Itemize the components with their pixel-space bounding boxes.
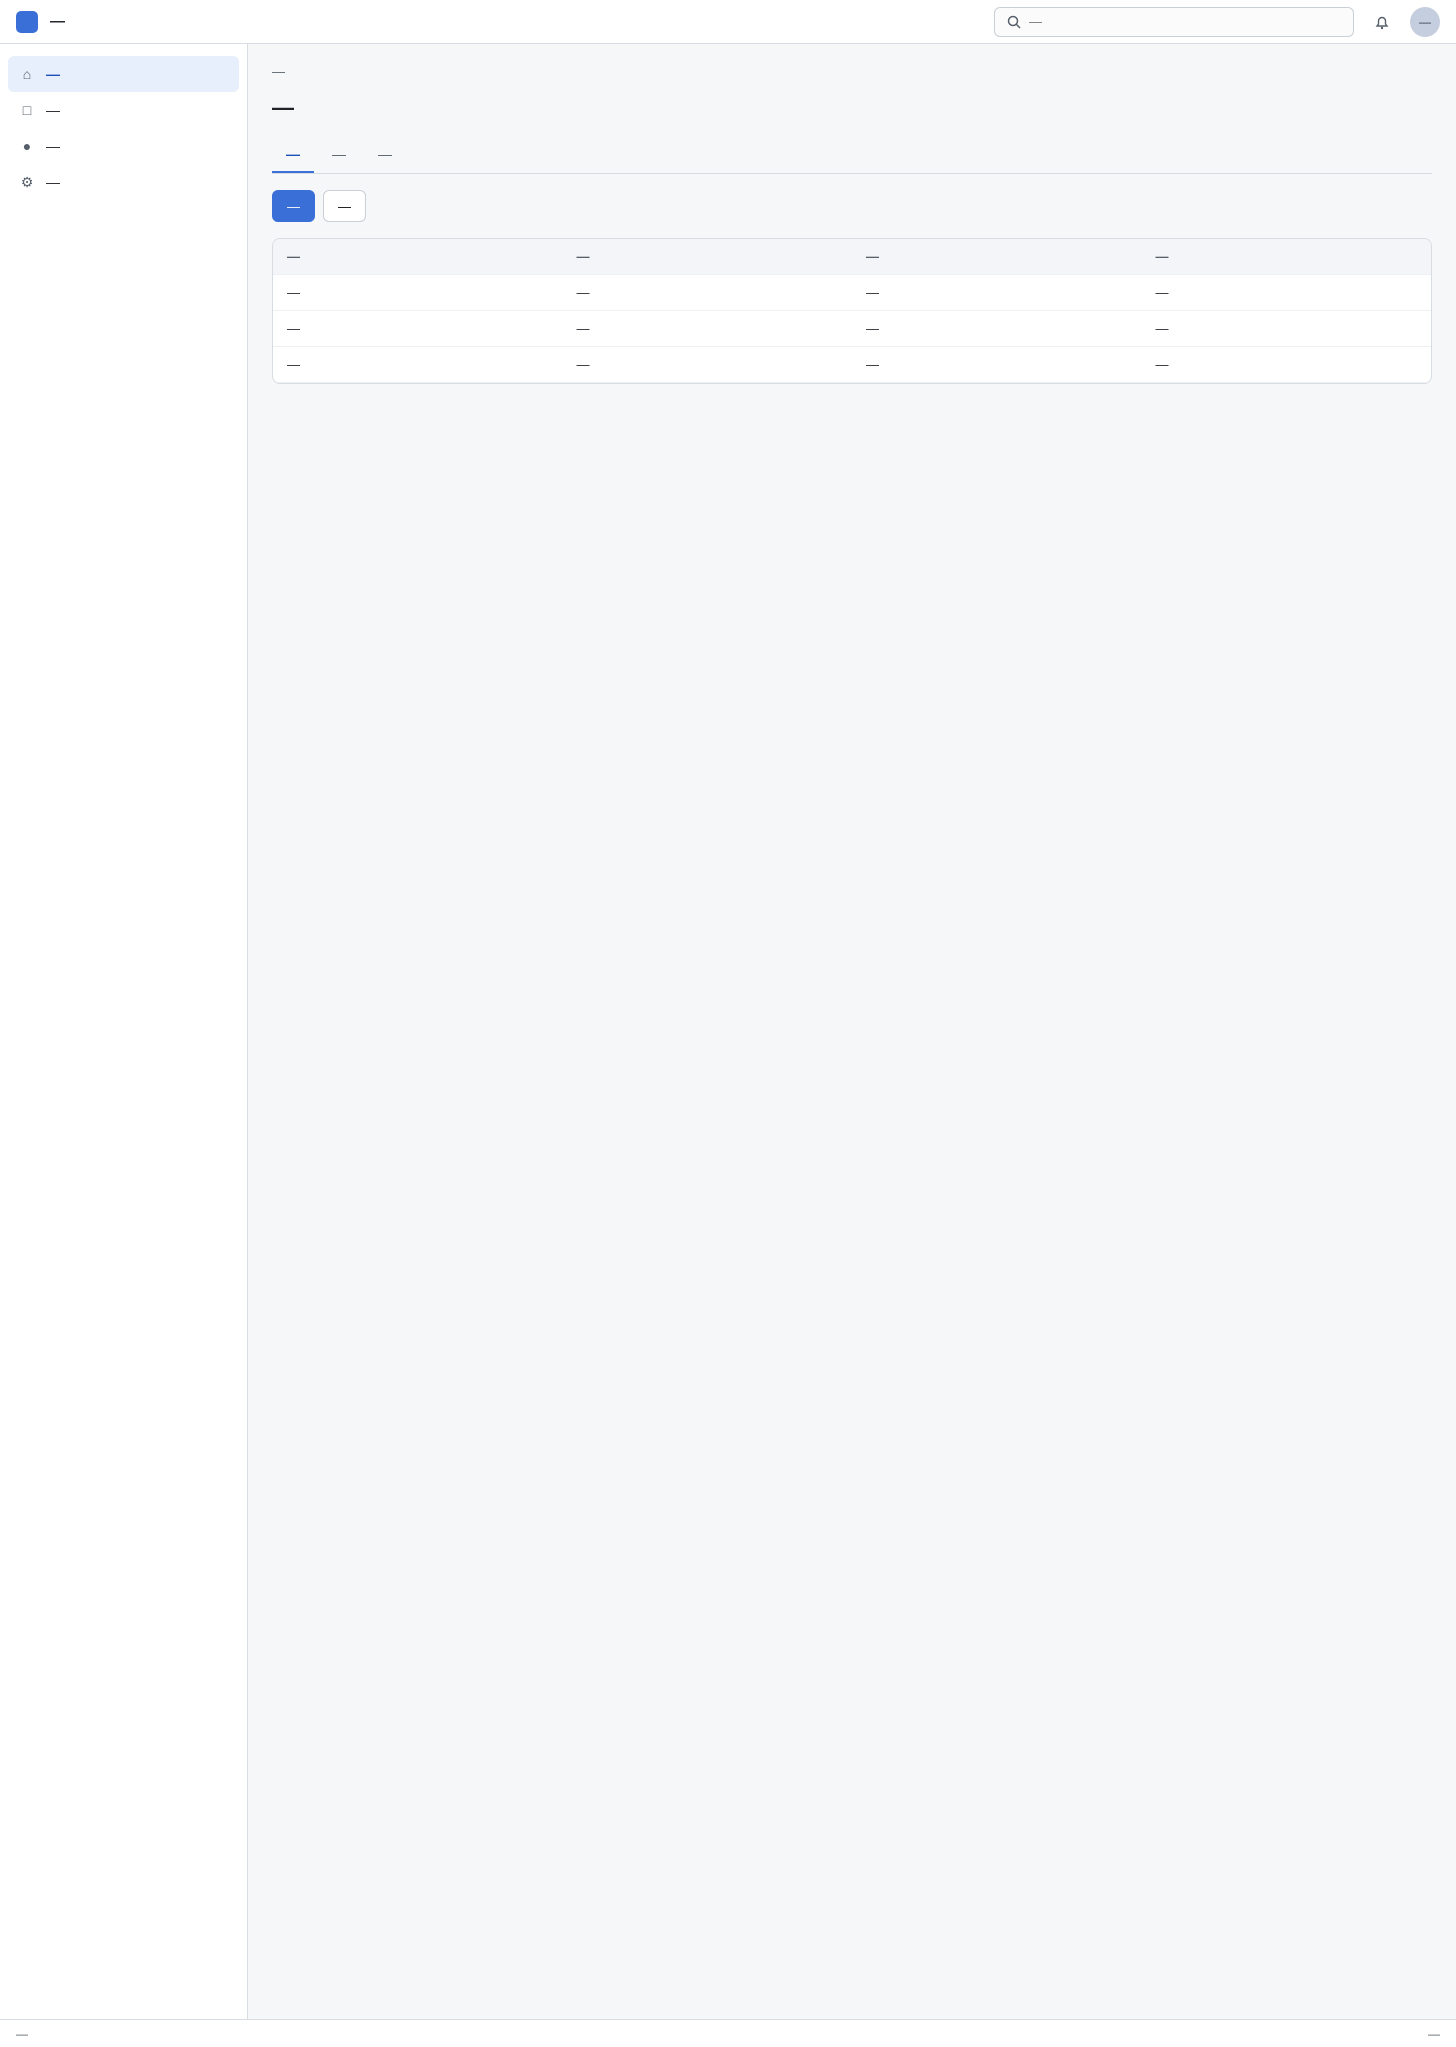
table-cell: —: [273, 275, 563, 311]
sidebar-item-1[interactable]: [8, 56, 239, 92]
sidebar-item-label: —: [46, 102, 60, 118]
table-cell: —: [273, 347, 563, 383]
users-icon: ●: [22, 138, 32, 154]
column-header[interactable]: —: [1142, 239, 1432, 275]
data-table: [272, 238, 1432, 384]
table-cell: —: [563, 275, 853, 311]
table-cell: —: [1142, 311, 1432, 347]
app-body: [0, 44, 1456, 2019]
search-icon: [1005, 13, 1023, 31]
table-cell: —: [273, 311, 563, 347]
status-right: —: [1428, 2026, 1440, 2041]
status-left: —: [16, 2026, 28, 2041]
sidebar-item-label: —: [46, 174, 60, 190]
table-row[interactable]: [273, 311, 1431, 347]
table-header-row: [273, 239, 1431, 275]
main-content: [248, 44, 1456, 2019]
tab-2[interactable]: —: [332, 146, 346, 162]
sidebar: [0, 44, 248, 2019]
column-header[interactable]: —: [273, 239, 563, 275]
sidebar-item-2[interactable]: [8, 92, 239, 128]
column-header[interactable]: —: [563, 239, 853, 275]
tab-bar: [272, 137, 1432, 174]
avatar[interactable]: —: [1410, 7, 1440, 37]
table-cell: —: [563, 347, 853, 383]
sidebar-item-3[interactable]: [8, 128, 239, 164]
notifications-button[interactable]: [1366, 6, 1398, 38]
table-cell: —: [1142, 347, 1432, 383]
table-cell: —: [1142, 275, 1432, 311]
table-row[interactable]: [273, 347, 1431, 383]
app-logo: [16, 11, 38, 33]
table-cell: —: [852, 275, 1142, 311]
table: [273, 239, 1431, 383]
table-header: [273, 239, 1431, 275]
status-bar: [0, 2019, 1456, 2047]
table-cell: —: [852, 311, 1142, 347]
gear-icon: ⚙: [20, 173, 34, 190]
breadcrumb[interactable]: —: [272, 64, 285, 79]
search-input[interactable]: [1029, 14, 1343, 29]
window-title: —: [50, 13, 65, 30]
title-bar: [0, 0, 1456, 44]
primary-button[interactable]: —: [272, 190, 315, 222]
tab-3[interactable]: —: [378, 146, 392, 162]
sidebar-item-label: —: [46, 66, 60, 82]
secondary-button[interactable]: —: [323, 190, 366, 222]
search-box[interactable]: [994, 7, 1354, 37]
table-cell: —: [563, 311, 853, 347]
sidebar-item-4[interactable]: [8, 164, 239, 200]
toolbar: [272, 190, 1432, 222]
page-title: —: [272, 95, 294, 120]
home-icon: ⌂: [22, 66, 32, 82]
sidebar-item-label: —: [46, 138, 60, 154]
table-body: [273, 275, 1431, 383]
table-row[interactable]: [273, 275, 1431, 311]
table-cell: —: [852, 347, 1142, 383]
folder-icon: □: [22, 102, 32, 118]
tab-1[interactable]: —: [272, 137, 314, 173]
bell-icon: [1373, 13, 1391, 31]
column-header[interactable]: —: [852, 239, 1142, 275]
